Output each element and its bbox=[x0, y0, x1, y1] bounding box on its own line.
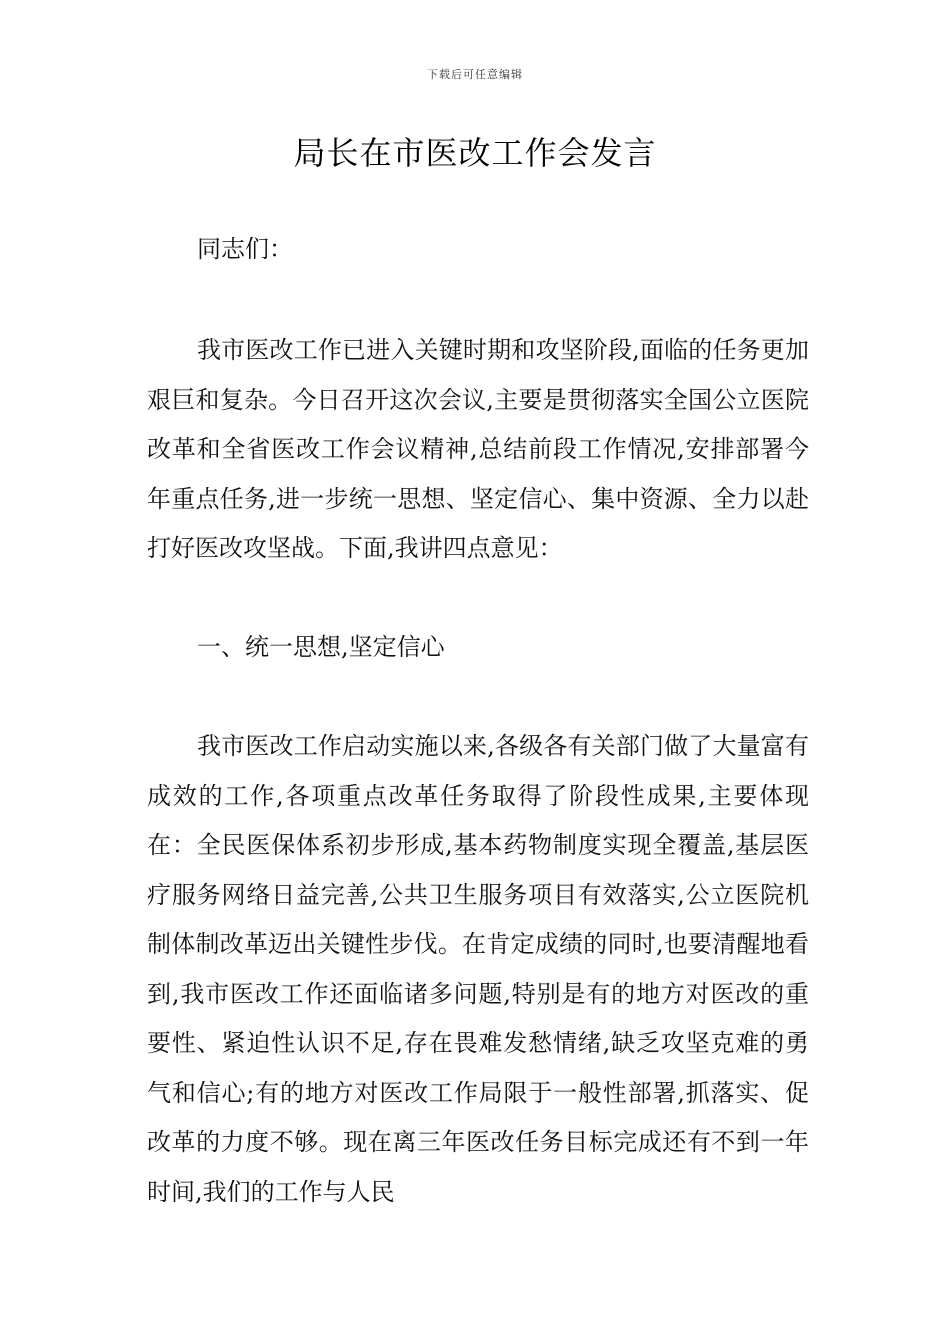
paragraph-intro: 我市医改工作已进入关键时期和攻坚阶段,面临的任务更加艰巨和复杂。今日召开这次会议,主要是贯彻落实全国公立医院改革和全省医改工作会议精神,总结前段工作情况,安排部署今年重点任务,进一步统一思想、坚定信心、集中资源、全力以赴打好医改攻坚战。下面,我讲四点意见： bbox=[147, 336, 809, 562]
paragraph-section-1: 我市医改工作启动实施以来,各级各有关部门做了大量富有成效的工作,各项重点改革任务取得了阶段性成果,主要体现在：全民医保体系初步形成,基本药物制度实现全覆盖,基层医疗服务网络日益完善,公共卫生服务项目有效落实,公立医院机制体制改革迈出关键性步伐。在肯定成绩的同时,也要清醒地看到,我市医改工作还面临诸多问题,特别是有的地方对医改的重要性、紧迫性认识不足,存在畏难发愁情绪,缺乏攻坚克难的勇气和信心;有的地方对医改工作局限于一般性部署,抓落实、促改革的力度不够。现在离三年医改任务目标完成还有不到一年时间,我们的工作与人民 bbox=[147, 732, 809, 1206]
greeting: 同志们： bbox=[197, 235, 293, 263]
document-title: 局长在市医改工作会发言 bbox=[293, 134, 657, 172]
header-note: 下载后可任意编辑 bbox=[427, 68, 523, 81]
section-heading-1: 一、统一思想,坚定信心 bbox=[197, 633, 445, 661]
